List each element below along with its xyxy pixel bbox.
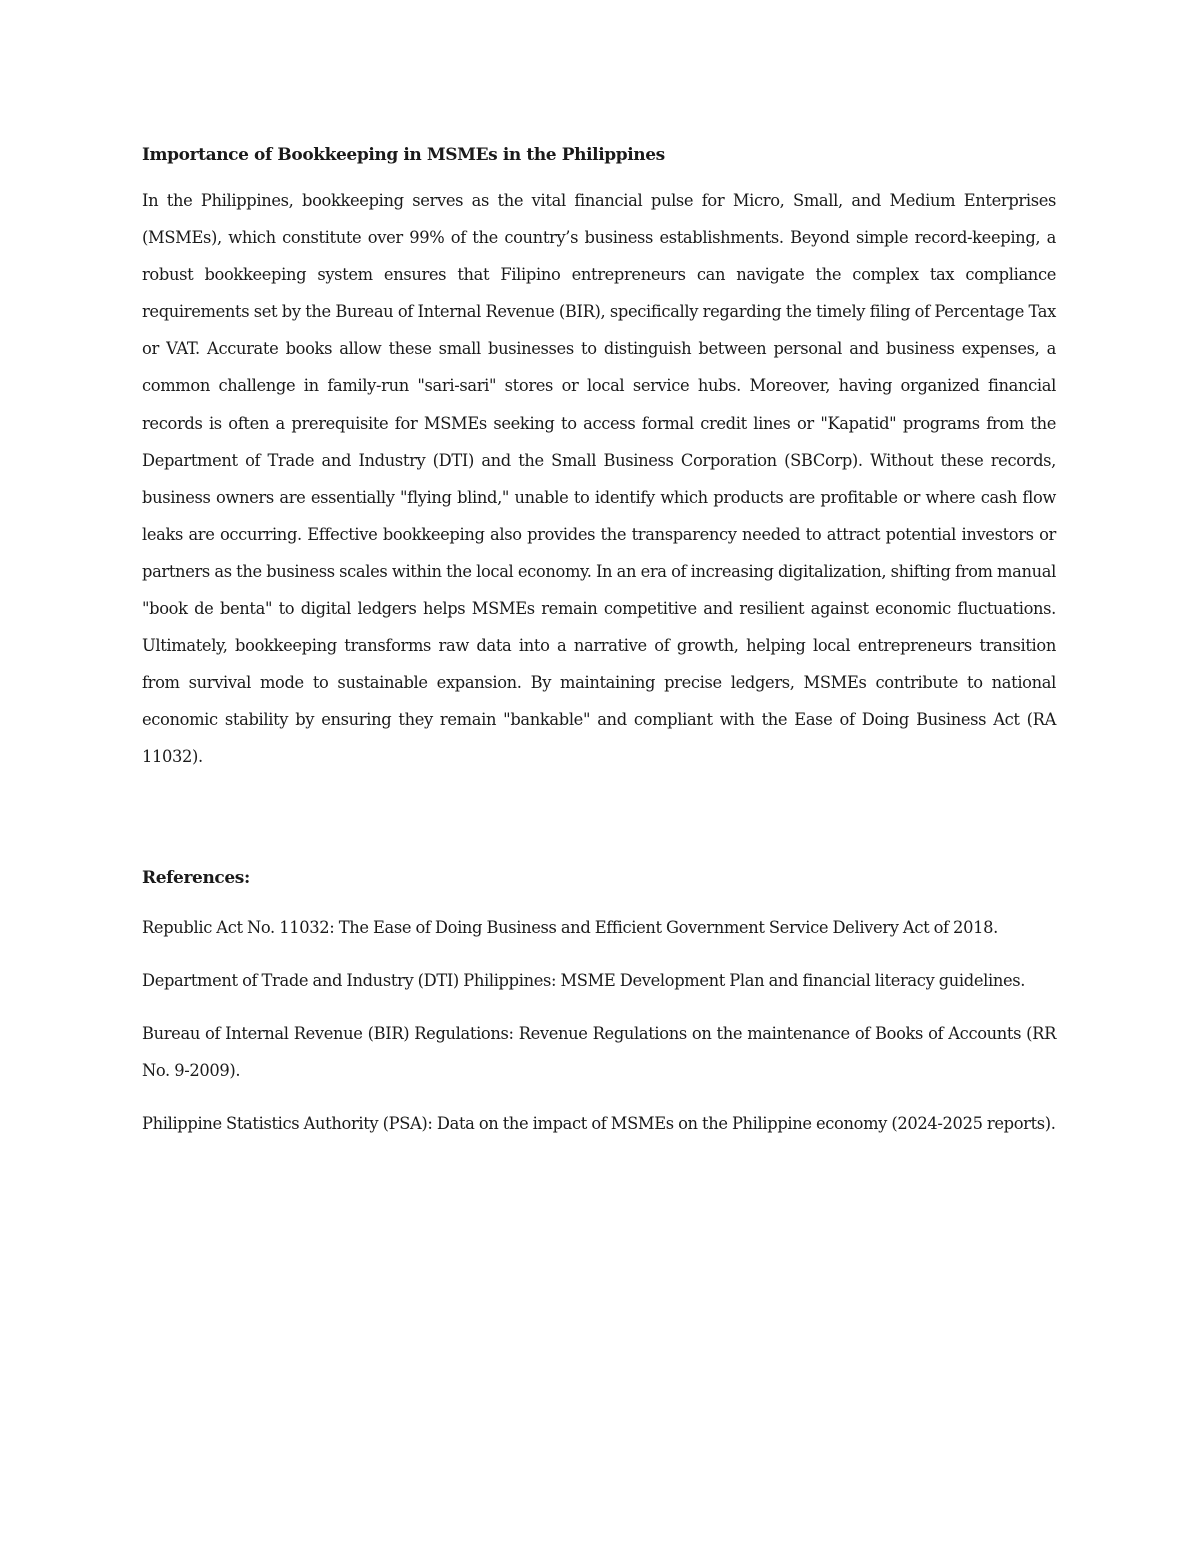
reference-item: Philippine Statistics Authority (PSA): Data on the impact of MSMEs on the Philippine economy (2024-2025 reports). (142, 1113, 1056, 1133)
references-heading: References: (142, 867, 250, 888)
reference-item: Bureau of Internal Revenue (BIR) Regulations: Revenue Regulations on the maintenance of Books of Accounts (RR No. 9-2009). (142, 1023, 1056, 1080)
reference-item: Republic Act No. 11032: The Ease of Doing Business and Efficient Government Service Delivery Act of 2018. (142, 917, 998, 937)
document-title: Importance of Bookkeeping in MSMEs in the Philippines (142, 145, 665, 165)
reference-item: Department of Trade and Industry (DTI) Philippines: MSME Development Plan and financial literacy guidelines. (142, 970, 1026, 990)
body-paragraph: In the Philippines, bookkeeping serves as the vital financial pulse for Micro, Small, and Medium Enterprises (MSMEs), which constitute over 99% of the country’s business establishments. Beyond simple record-keeping, a robust bookkeeping system ensures that Filipino entrepreneurs can navigate the complex tax compliance requirements set by the Bureau of Internal Revenue (BIR), specifically regarding the timely filing of Percentage Tax or VAT. Accurate books allow these small businesses to distinguish between personal and business expenses, a common challenge in family-run "sari-sari" stores or local service hubs. Moreover, having organized financial records is often a prerequisite for MSMEs seeking to access formal credit lines or "Kapatid" programs from the Department of Trade and Industry (DTI) and the Small Business Corporation (SBCorp). Without these records, business owners are essentially "flying blind," unable to identify which products are profitable or where cash flow leaks are occurring. Effective bookkeeping also provides the transparency needed to attract potential investors or partners as the business scales within the local economy. In an era of increasing digitalization, shifting from manual "book de benta" to digital ledgers helps MSMEs remain competitive and resilient against economic fluctuations. Ultimately, bookkeeping transforms raw data into a narrative of growth, helping local entrepreneurs transition from survival mode to sustainable expansion. By maintaining precise ledgers, MSMEs contribute to national economic stability by ensuring they remain "bankable" and compliant with the Ease of Doing Business Act (RA 11032). (142, 191, 1056, 767)
references-list (142, 909, 1056, 1142)
document-page (142, 140, 1056, 1158)
